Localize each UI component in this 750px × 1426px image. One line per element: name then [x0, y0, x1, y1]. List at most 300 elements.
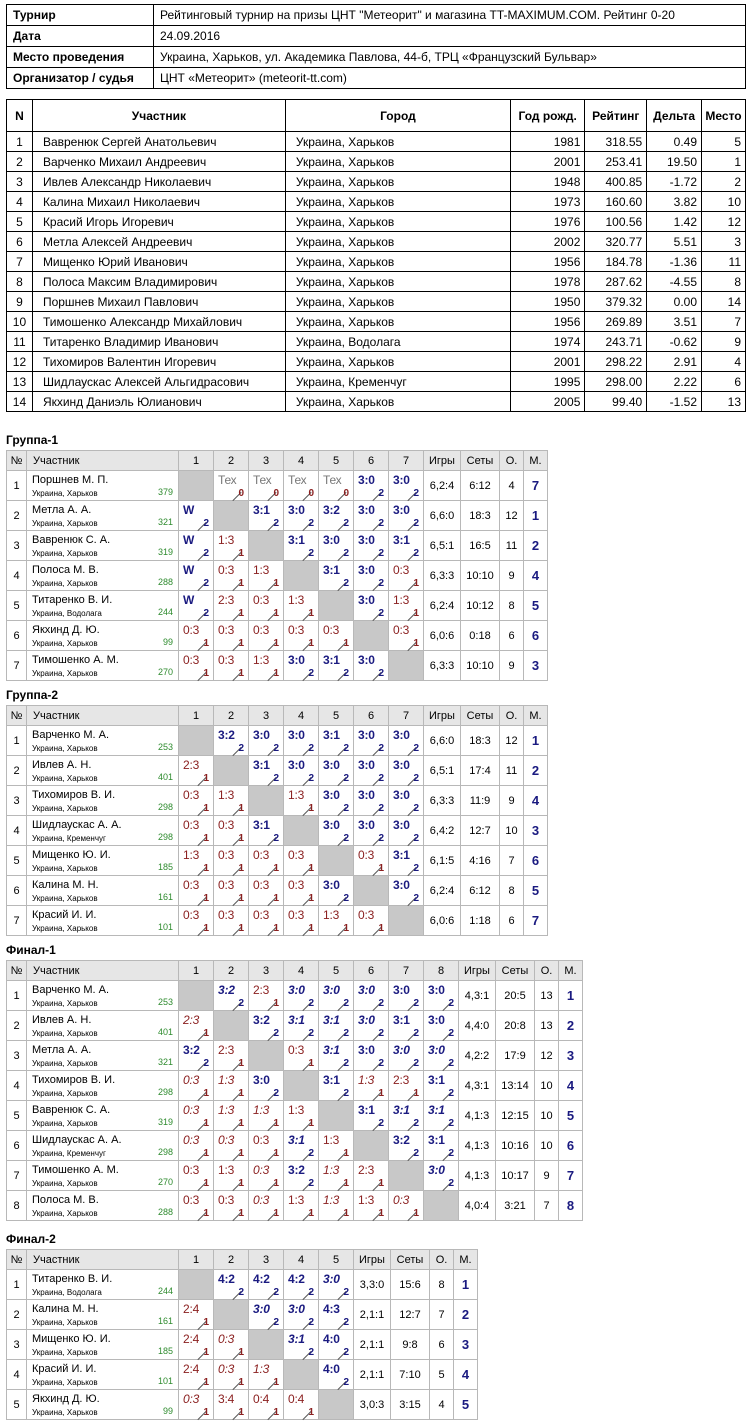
match-cell[interactable]: [319, 561, 354, 591]
match-score: 1:3: [393, 593, 410, 607]
match-cell[interactable]: [284, 1101, 319, 1131]
match-points: 2: [308, 1028, 314, 1039]
match-cell[interactable]: [389, 621, 424, 651]
match-cell[interactable]: [179, 1011, 214, 1041]
match-cell[interactable]: [249, 1011, 284, 1041]
group-row: [7, 471, 548, 501]
participant-cell: 5: [7, 212, 33, 232]
match-cell[interactable]: [389, 1041, 424, 1071]
match-cell[interactable]: [214, 1131, 249, 1161]
match-cell[interactable]: [214, 816, 249, 846]
match-cell[interactable]: [354, 981, 389, 1011]
player-cell: [27, 726, 179, 756]
match-cell[interactable]: [424, 981, 459, 1011]
player-rating: 319: [157, 547, 173, 557]
match-score: 3:0: [393, 818, 410, 832]
column-header: Участник: [32, 100, 285, 132]
match-cell[interactable]: [319, 1300, 354, 1330]
participant-cell: Украина, Харьков: [285, 212, 510, 232]
group-row: [7, 1270, 478, 1300]
match-cell[interactable]: [249, 1390, 284, 1420]
match-cell[interactable]: [389, 786, 424, 816]
match-cell[interactable]: [284, 471, 319, 501]
player-sets: 12:7: [461, 816, 500, 846]
match-cell[interactable]: [424, 1161, 459, 1191]
match-cell[interactable]: [354, 816, 389, 846]
player-points: 8: [430, 1270, 454, 1300]
match-cell[interactable]: [214, 786, 249, 816]
match-cell[interactable]: [179, 1330, 214, 1360]
group-col-opponent: 2: [214, 1250, 249, 1270]
match-cell[interactable]: [424, 1071, 459, 1101]
match-cell[interactable]: [214, 591, 249, 621]
match-score: 0:4: [253, 1392, 270, 1406]
match-cell[interactable]: [249, 1191, 284, 1221]
match-cell[interactable]: [319, 501, 354, 531]
player-name: Калина М. Н.: [32, 1303, 99, 1315]
match-points: 1: [308, 1058, 314, 1069]
match-cell[interactable]: [354, 756, 389, 786]
player-name: Тихомиров В. И.: [32, 1074, 116, 1086]
player-place: 1: [524, 501, 548, 531]
match-cell[interactable]: [284, 756, 319, 786]
column-header: Место: [702, 100, 746, 132]
match-points: 2: [378, 1058, 384, 1069]
participant-row: [7, 232, 746, 252]
match-cell[interactable]: [179, 651, 214, 681]
group-table: [6, 705, 548, 936]
match-cell[interactable]: [179, 1390, 214, 1420]
match-cell[interactable]: [214, 471, 249, 501]
match-cell[interactable]: [284, 1330, 319, 1360]
match-cell[interactable]: [319, 726, 354, 756]
player-cell: [27, 906, 179, 936]
group-col-place: М.: [524, 706, 548, 726]
match-points: 1: [273, 893, 279, 904]
player-cell: [27, 1330, 179, 1360]
match-cell[interactable]: [354, 1041, 389, 1071]
match-score: 4:0: [323, 1332, 340, 1346]
match-cell[interactable]: [179, 846, 214, 876]
participant-cell: Ивлев Александр Николаевич: [32, 172, 285, 192]
participant-cell: 12: [702, 212, 746, 232]
match-cell[interactable]: [214, 1360, 249, 1390]
match-score: 1:3: [218, 1163, 235, 1177]
player-city: Украина, Кременчуг: [32, 1149, 106, 1158]
group-row: [7, 726, 548, 756]
match-cell[interactable]: [424, 1101, 459, 1131]
participant-cell: Шидлаускас Алексей Альгидрасович: [32, 372, 285, 392]
match-cell[interactable]: [284, 1041, 319, 1071]
match-cell[interactable]: [179, 906, 214, 936]
group-title: Группа-1: [6, 433, 59, 447]
player-city: Украина, Харьков: [32, 1119, 98, 1128]
match-cell[interactable]: [319, 816, 354, 846]
match-cell[interactable]: [424, 1131, 459, 1161]
match-cell[interactable]: [214, 846, 249, 876]
match-score: 3:1: [288, 533, 305, 547]
match-cell[interactable]: [249, 876, 284, 906]
participant-row: [7, 272, 746, 292]
match-cell[interactable]: [214, 531, 249, 561]
group-row: [7, 561, 548, 591]
participant-cell: 243.71: [585, 332, 647, 352]
participant-cell: 1950: [510, 292, 584, 312]
match-cell[interactable]: [249, 621, 284, 651]
match-cell[interactable]: [249, 591, 284, 621]
match-cell[interactable]: [179, 1101, 214, 1131]
match-cell[interactable]: [354, 501, 389, 531]
match-score: 1:3: [253, 563, 270, 577]
player-name: Мищенко Ю. И.: [32, 849, 111, 861]
player-points: 4: [500, 471, 524, 501]
match-score: Тех: [288, 473, 307, 487]
match-cell[interactable]: [389, 876, 424, 906]
match-points: 2: [308, 1287, 314, 1298]
match-cell[interactable]: [319, 1330, 354, 1360]
participant-row: [7, 292, 746, 312]
match-cell[interactable]: [284, 786, 319, 816]
group-row: [7, 981, 583, 1011]
match-cell[interactable]: [249, 906, 284, 936]
match-cell[interactable]: [319, 981, 354, 1011]
player-points: 9: [500, 651, 524, 681]
self-cell: [249, 786, 284, 816]
participant-cell: 2: [7, 152, 33, 172]
match-points: 2: [343, 1287, 349, 1298]
match-cell[interactable]: [354, 561, 389, 591]
player-number: 5: [7, 1390, 27, 1420]
match-cell[interactable]: [214, 561, 249, 591]
match-cell[interactable]: [284, 501, 319, 531]
player-place: 5: [524, 876, 548, 906]
match-cell[interactable]: [354, 786, 389, 816]
match-points: 1: [273, 1407, 279, 1418]
match-points: 1: [308, 1118, 314, 1129]
match-score: 0:3: [183, 1193, 200, 1207]
group-col-no: №: [7, 451, 27, 471]
match-cell[interactable]: [249, 1071, 284, 1101]
match-cell[interactable]: [284, 726, 319, 756]
match-cell[interactable]: [319, 1131, 354, 1161]
match-cell[interactable]: [319, 1011, 354, 1041]
match-score: 3:0: [358, 653, 375, 667]
match-cell[interactable]: [179, 1131, 214, 1161]
match-cell[interactable]: [214, 621, 249, 651]
match-cell[interactable]: [319, 471, 354, 501]
match-points: 2: [448, 1178, 454, 1189]
player-games: 2,1:1: [354, 1330, 391, 1360]
match-cell[interactable]: [389, 816, 424, 846]
match-score: 3:0: [253, 728, 270, 742]
player-city: Украина, Харьков: [32, 774, 98, 783]
match-cell[interactable]: [424, 1041, 459, 1071]
participant-cell: Украина, Харьков: [285, 132, 510, 152]
match-cell[interactable]: [214, 1101, 249, 1131]
group-col-points: О.: [500, 706, 524, 726]
match-cell[interactable]: [319, 756, 354, 786]
match-cell[interactable]: [319, 1270, 354, 1300]
match-cell[interactable]: [389, 846, 424, 876]
match-score: 3:0: [393, 473, 410, 487]
column-header: Год рожд.: [510, 100, 584, 132]
match-cell[interactable]: [249, 561, 284, 591]
match-cell[interactable]: [389, 501, 424, 531]
match-points: 1: [203, 1148, 209, 1159]
player-number: 1: [7, 1270, 27, 1300]
match-cell[interactable]: [424, 1011, 459, 1041]
match-cell[interactable]: [389, 1131, 424, 1161]
match-cell[interactable]: [249, 501, 284, 531]
group-table: [6, 450, 548, 681]
match-cell[interactable]: [319, 876, 354, 906]
match-cell[interactable]: [179, 621, 214, 651]
match-points: 1: [308, 803, 314, 814]
match-cell[interactable]: [354, 906, 389, 936]
match-score: 1:3: [323, 908, 340, 922]
group-col-opponent: 4: [284, 961, 319, 981]
match-points: 2: [378, 488, 384, 499]
match-cell[interactable]: [284, 591, 319, 621]
match-cell[interactable]: [179, 531, 214, 561]
match-cell[interactable]: [354, 651, 389, 681]
player-place: 2: [524, 756, 548, 786]
match-cell[interactable]: [319, 786, 354, 816]
match-cell[interactable]: [179, 1191, 214, 1221]
match-cell[interactable]: [389, 561, 424, 591]
participant-cell: 11: [7, 332, 33, 352]
match-score: 1:3: [288, 1103, 305, 1117]
match-cell[interactable]: [179, 816, 214, 846]
match-cell[interactable]: [179, 1360, 214, 1390]
player-sets: 18:3: [461, 726, 500, 756]
player-city: Украина, Харьков: [32, 519, 98, 528]
player-number: 2: [7, 756, 27, 786]
match-cell[interactable]: [214, 726, 249, 756]
player-city: Украина, Харьков: [32, 1059, 98, 1068]
match-points: 1: [238, 1347, 244, 1358]
match-cell[interactable]: [389, 1011, 424, 1041]
player-games: 4,3:1: [459, 1071, 496, 1101]
player-city: Украина, Харьков: [32, 744, 98, 753]
match-score: 0:3: [288, 623, 305, 637]
match-cell[interactable]: [284, 981, 319, 1011]
match-cell[interactable]: [249, 1300, 284, 1330]
match-cell[interactable]: [389, 1101, 424, 1131]
match-score: 3:1: [428, 1103, 445, 1117]
participant-cell: 1995: [510, 372, 584, 392]
match-cell[interactable]: [354, 1071, 389, 1101]
match-cell[interactable]: [354, 531, 389, 561]
match-score: W: [183, 563, 195, 577]
match-points: 1: [203, 1088, 209, 1099]
match-cell[interactable]: [249, 471, 284, 501]
match-cell[interactable]: [214, 1191, 249, 1221]
participant-cell: 2.91: [647, 352, 702, 372]
player-name: Красий И. И.: [32, 909, 97, 921]
match-score: 1:3: [323, 1193, 340, 1207]
player-number: 1: [7, 726, 27, 756]
player-games: 6,0:6: [424, 621, 461, 651]
match-cell[interactable]: [284, 1300, 319, 1330]
match-cell[interactable]: [354, 1101, 389, 1131]
match-points: 2: [203, 578, 209, 589]
match-cell[interactable]: [249, 981, 284, 1011]
match-cell[interactable]: [319, 531, 354, 561]
player-rating: 321: [157, 1057, 173, 1067]
match-cell[interactable]: [319, 906, 354, 936]
match-cell[interactable]: [284, 1011, 319, 1041]
player-games: 3,3:0: [354, 1270, 391, 1300]
player-points: 10: [535, 1131, 559, 1161]
match-cell[interactable]: [354, 471, 389, 501]
match-cell[interactable]: [354, 591, 389, 621]
player-sets: 18:3: [461, 501, 500, 531]
match-cell[interactable]: [249, 816, 284, 846]
match-cell[interactable]: [214, 1041, 249, 1071]
match-score: 0:3: [218, 848, 235, 862]
match-cell[interactable]: [179, 1041, 214, 1071]
participant-cell: Тимошенко Александр Михайлович: [32, 312, 285, 332]
player-city: Украина, Харьков: [32, 1408, 98, 1417]
match-cell[interactable]: [249, 726, 284, 756]
info-value: 24.09.2016: [154, 26, 746, 47]
match-cell[interactable]: [179, 786, 214, 816]
match-cell[interactable]: [389, 981, 424, 1011]
match-score: 2:3: [218, 1043, 235, 1057]
match-cell[interactable]: [179, 561, 214, 591]
match-cell[interactable]: [319, 1071, 354, 1101]
participant-cell: 2: [702, 172, 746, 192]
match-cell[interactable]: [249, 651, 284, 681]
match-cell[interactable]: [319, 621, 354, 651]
match-cell[interactable]: [389, 1191, 424, 1221]
match-cell[interactable]: [354, 1161, 389, 1191]
group-header-row: [7, 961, 583, 981]
player-cell: [27, 561, 179, 591]
match-cell[interactable]: [284, 621, 319, 651]
match-cell[interactable]: [284, 531, 319, 561]
match-cell[interactable]: [354, 1011, 389, 1041]
match-cell[interactable]: [284, 651, 319, 681]
match-cell[interactable]: [249, 846, 284, 876]
group-col-opponent: 1: [179, 451, 214, 471]
match-cell[interactable]: [284, 1390, 319, 1420]
match-points: 2: [308, 548, 314, 559]
participant-cell: Украина, Харьков: [285, 312, 510, 332]
player-place: 4: [524, 786, 548, 816]
match-score: 0:3: [218, 1133, 235, 1147]
player-cell: [27, 651, 179, 681]
match-cell[interactable]: [179, 756, 214, 786]
match-cell[interactable]: [214, 1071, 249, 1101]
participant-cell: 253.41: [585, 152, 647, 172]
match-cell[interactable]: [179, 1300, 214, 1330]
match-cell[interactable]: [354, 1191, 389, 1221]
player-city: Украина, Харьков: [32, 804, 98, 813]
group-row: [7, 1330, 478, 1360]
match-cell[interactable]: [284, 1131, 319, 1161]
match-cell[interactable]: [389, 531, 424, 561]
match-cell[interactable]: [284, 1191, 319, 1221]
player-sets: 3:21: [496, 1191, 535, 1221]
match-cell[interactable]: [354, 726, 389, 756]
match-cell[interactable]: [389, 726, 424, 756]
match-cell[interactable]: [214, 651, 249, 681]
match-cell[interactable]: [214, 981, 249, 1011]
player-number: 4: [7, 1360, 27, 1390]
match-cell[interactable]: [249, 1161, 284, 1191]
match-cell[interactable]: [249, 1270, 284, 1300]
match-cell[interactable]: [179, 876, 214, 906]
player-cell: [27, 981, 179, 1011]
player-games: 6,3:3: [424, 651, 461, 681]
participant-cell: 14: [702, 292, 746, 312]
match-cell[interactable]: [389, 1071, 424, 1101]
match-cell[interactable]: [179, 591, 214, 621]
match-cell[interactable]: [319, 1360, 354, 1390]
match-score: 1:3: [218, 788, 235, 802]
match-cell[interactable]: [319, 1161, 354, 1191]
player-number: 5: [7, 591, 27, 621]
match-score: 3:1: [393, 1103, 410, 1117]
match-points: 1: [238, 893, 244, 904]
match-cell[interactable]: [214, 876, 249, 906]
match-cell[interactable]: [284, 1270, 319, 1300]
match-points: 1: [203, 638, 209, 649]
match-cell[interactable]: [249, 1101, 284, 1131]
player-cell: [27, 1011, 179, 1041]
match-cell[interactable]: [249, 1360, 284, 1390]
match-cell[interactable]: [284, 876, 319, 906]
player-points: 10: [500, 816, 524, 846]
match-points: 2: [308, 1178, 314, 1189]
match-points: 2: [413, 518, 419, 529]
match-cell[interactable]: [284, 906, 319, 936]
match-cell[interactable]: [179, 1161, 214, 1191]
match-cell[interactable]: [354, 846, 389, 876]
match-cell[interactable]: [389, 591, 424, 621]
player-sets: 4:16: [461, 846, 500, 876]
match-score: 1:3: [288, 593, 305, 607]
match-cell[interactable]: [389, 756, 424, 786]
player-rating: 319: [157, 1117, 173, 1127]
match-cell[interactable]: [214, 1161, 249, 1191]
match-cell[interactable]: [214, 1270, 249, 1300]
participant-cell: 9: [702, 332, 746, 352]
player-sets: 10:12: [461, 591, 500, 621]
match-cell[interactable]: [214, 1390, 249, 1420]
match-cell[interactable]: [284, 846, 319, 876]
match-score: 3:0: [358, 1043, 375, 1057]
match-cell[interactable]: [284, 1161, 319, 1191]
match-cell[interactable]: [319, 651, 354, 681]
participant-cell: Тихомиров Валентин Игоревич: [32, 352, 285, 372]
participant-cell: 2005: [510, 392, 584, 412]
match-cell[interactable]: [214, 906, 249, 936]
match-cell[interactable]: [389, 471, 424, 501]
match-cell[interactable]: [249, 756, 284, 786]
match-cell[interactable]: [319, 1191, 354, 1221]
match-cell[interactable]: [214, 1330, 249, 1360]
match-cell[interactable]: [179, 501, 214, 531]
match-cell[interactable]: [179, 1071, 214, 1101]
player-games: 4,4:0: [459, 1011, 496, 1041]
participant-cell: 4: [7, 192, 33, 212]
match-cell[interactable]: [319, 1041, 354, 1071]
group-row: [7, 531, 548, 561]
match-cell[interactable]: [249, 1131, 284, 1161]
